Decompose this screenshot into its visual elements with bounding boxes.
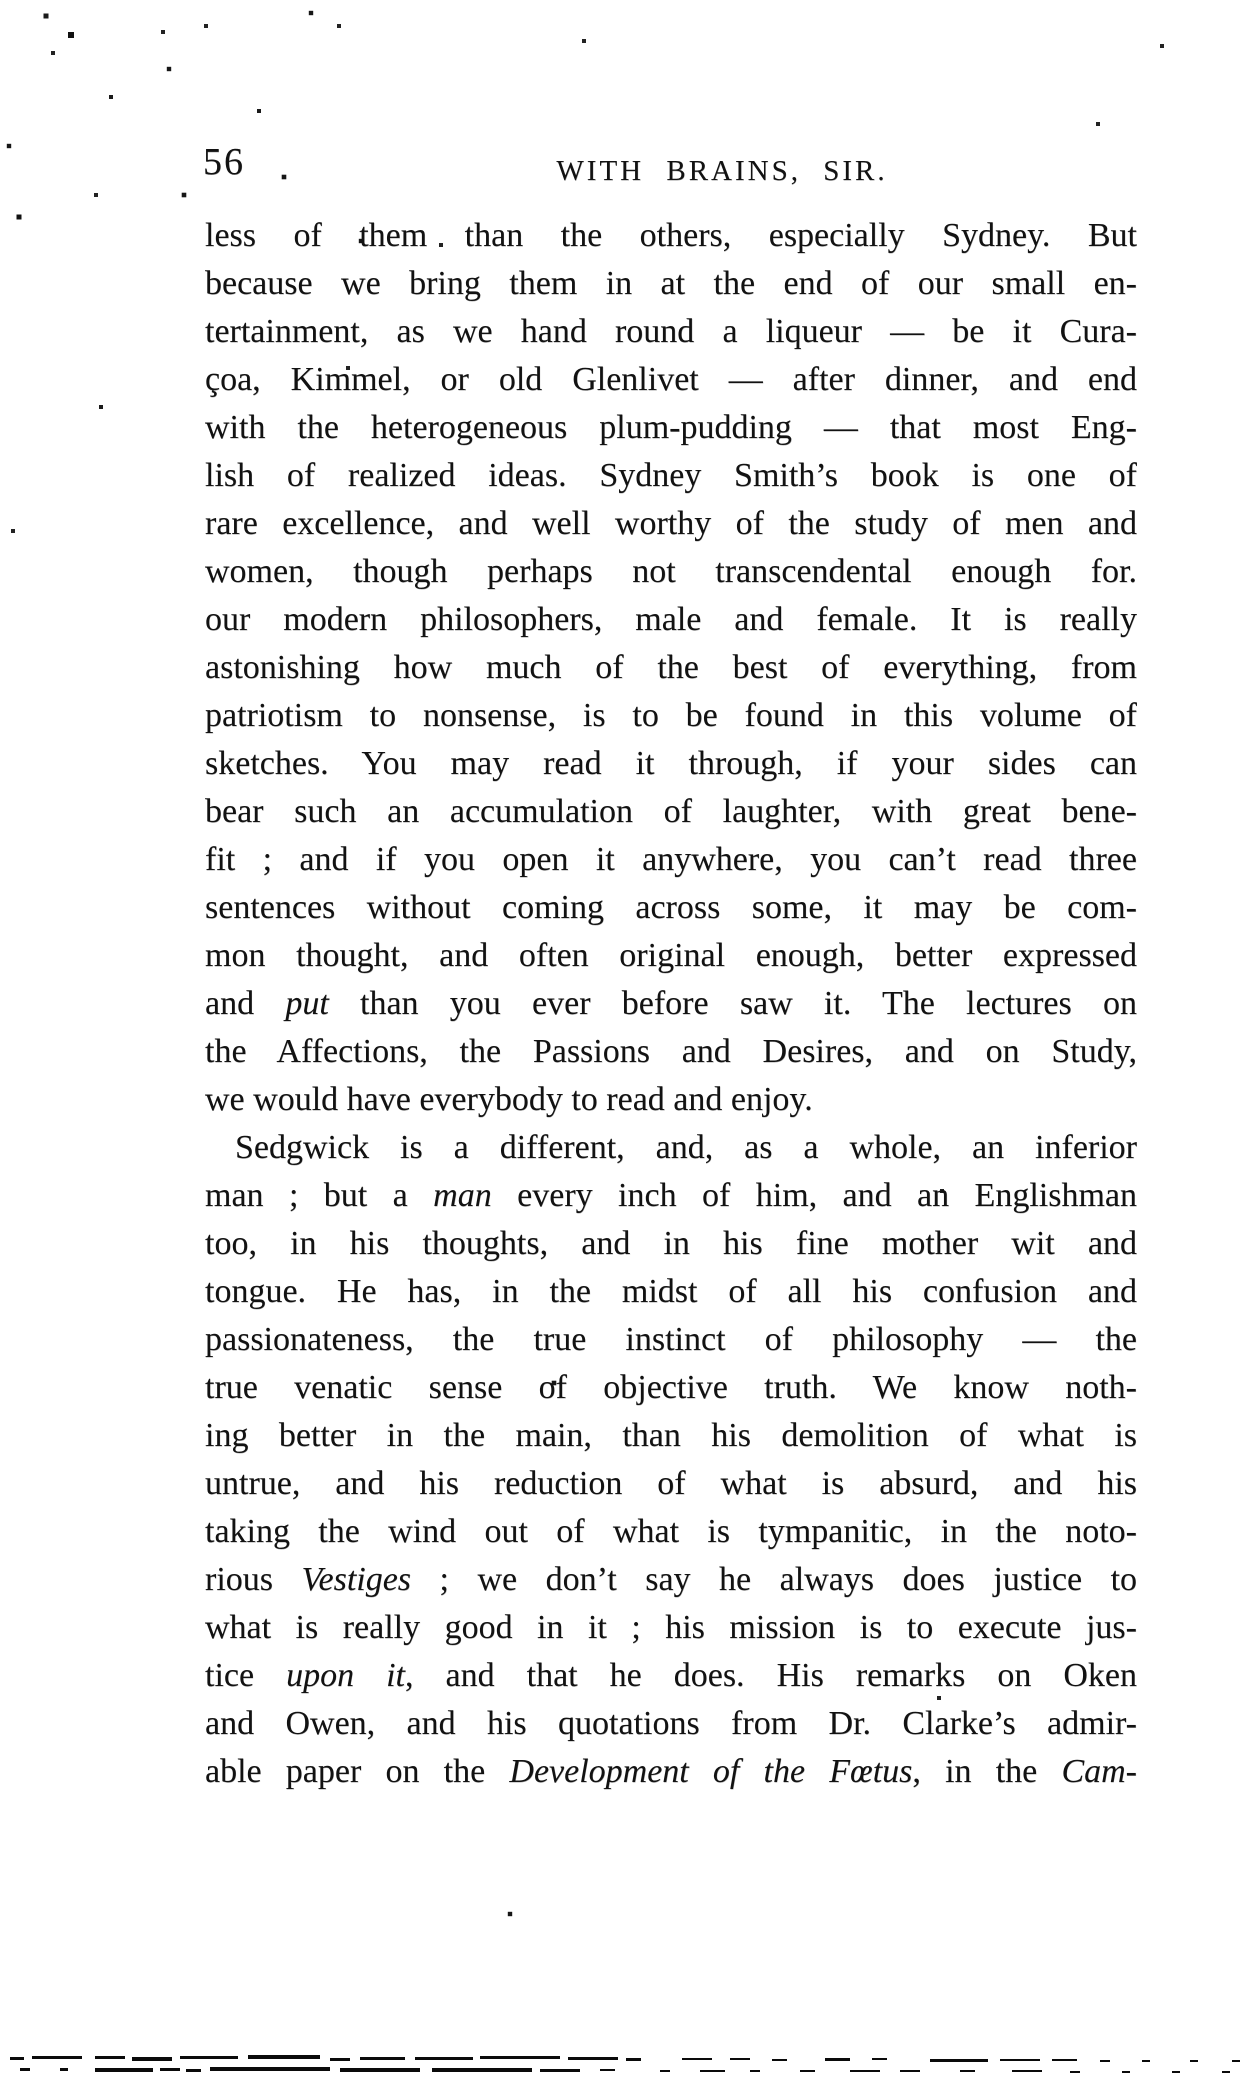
scan-dash	[660, 2070, 670, 2072]
scan-dash	[900, 2070, 920, 2072]
page-body	[205, 212, 1137, 1796]
scan-dash	[960, 2070, 975, 2072]
text-line: passionateness, the true instinct of philosophy — the	[205, 1321, 1137, 1358]
scan-dash	[730, 2058, 750, 2060]
scan-dash	[1222, 2071, 1230, 2073]
text-line: less of them than the others, especially Sydney. But	[205, 217, 1137, 254]
scan-dash	[682, 2058, 712, 2060]
italic-text: put	[285, 985, 329, 1022]
text-line: sentences without coming across some, it may be com-	[205, 889, 1137, 926]
text-line: because we bring them in at the end of our small en-	[205, 265, 1137, 302]
scan-dash	[1122, 2071, 1130, 2073]
text-line: Sedgwick is a different, and, as a whole, an inferior	[235, 1129, 1137, 1166]
scan-dash	[1052, 2059, 1077, 2061]
scan-dash	[60, 2068, 68, 2071]
scan-dash	[930, 2059, 988, 2062]
text-line: too, in his thoughts, and in his fine mother wit and	[205, 1225, 1137, 1262]
text-line: tongue. He has, in the midst of all his confusion and	[205, 1273, 1137, 1310]
scan-dash	[540, 2069, 580, 2072]
scan-dash	[872, 2058, 887, 2060]
scan-dash	[160, 2068, 180, 2071]
text-line: ing better in the main, than his demolition of what is	[205, 1417, 1137, 1454]
scan-dash	[248, 2055, 320, 2059]
scan-dash	[415, 2057, 473, 2060]
text-line: fit ; and if you open it anywhere, you can’t read three	[205, 841, 1137, 878]
scan-dash	[480, 2056, 560, 2059]
scan-dash	[1070, 2071, 1080, 2073]
text-line: and Owen, and his quotations from Dr. Clarke’s admir-	[205, 1705, 1137, 1742]
text-line: with the heterogeneous plum-pudding — that most Eng-	[205, 409, 1137, 446]
text-line: taking the wind out of what is tympanitic, in the noto-	[205, 1513, 1137, 1550]
text-line: able paper on the Development of the Fœtus, in the Cam-	[205, 1753, 1137, 1790]
scan-dash	[772, 2059, 787, 2061]
scan-dash	[568, 2057, 618, 2060]
scan-dash	[825, 2058, 850, 2061]
scan-dash	[750, 2070, 760, 2072]
text-line: astonishing how much of the best of everything, from	[205, 649, 1137, 686]
text-line: sketches. You may read it through, if your sides can	[205, 745, 1137, 782]
text-line: çoa, Kimmel, or old Glenlivet — after dinner, and end	[205, 361, 1137, 398]
text-line: what is really good in it ; his mission is to execute jus-	[205, 1609, 1137, 1646]
scan-noise-speckles	[0, 0, 2, 2]
text-line: patriotism to nonsense, is to be found in this volume of	[205, 697, 1137, 734]
italic-text: Development of the Fœtus	[509, 1753, 913, 1790]
text-line: rare excellence, and well worthy of the study of men and	[205, 505, 1137, 542]
scan-dash	[850, 2070, 880, 2072]
scan-dash	[10, 2057, 24, 2060]
scan-dash	[1012, 2070, 1042, 2072]
italic-text: Vestiges	[301, 1561, 412, 1598]
running-title: WITH BRAINS, SIR.	[556, 155, 888, 187]
scan-dash	[700, 2070, 725, 2072]
scan-dash	[1232, 2060, 1240, 2062]
text-line: women, though perhaps not transcendental enough for.	[205, 553, 1137, 590]
scan-dash	[1190, 2060, 1198, 2062]
italic-text: Cam-	[1061, 1753, 1137, 1790]
text-line: bear such an accumulation of laughter, with great bene-	[205, 793, 1137, 830]
scan-dash	[20, 2068, 30, 2071]
italic-text: upon it	[286, 1657, 406, 1694]
scan-dash	[432, 2068, 532, 2072]
text-line: the Affections, the Passions and Desires, and on Study,	[205, 1033, 1137, 1070]
scan-dash	[95, 2068, 153, 2072]
scan-dash	[600, 2069, 615, 2071]
text-line: man ; but a man every inch of him, and an Englishman	[205, 1177, 1137, 1214]
text-line: true venatic sense of objective truth. We know noth-	[205, 1369, 1137, 1406]
scan-dash	[800, 2070, 815, 2072]
scan-dash	[1172, 2071, 1180, 2073]
scan-dash	[1100, 2060, 1110, 2062]
text-line: tertainment, as we hand round a liqueur — be it Cura-	[205, 313, 1137, 350]
scan-dash	[132, 2057, 172, 2061]
text-line: mon thought, and often original enough, better expressed	[205, 937, 1137, 974]
text-line: untrue, and his reduction of what is absurd, and his	[205, 1465, 1137, 1502]
scan-dash	[32, 2056, 82, 2059]
scan-dash	[180, 2056, 238, 2059]
text-line: our modern philosophers, male and female. It is really	[205, 601, 1137, 638]
italic-text: man	[433, 1177, 492, 1214]
text-line: we would have everybody to read and enjoy.	[205, 1081, 813, 1118]
scan-dash	[360, 2057, 405, 2060]
scan-dash	[330, 2058, 350, 2061]
text-line: and put than you ever before saw it. The lectures on	[205, 985, 1137, 1022]
scan-dash	[626, 2058, 641, 2061]
text-line: rious Vestiges ; we don’t say he always does justice to	[205, 1561, 1137, 1598]
scan-dash	[340, 2068, 420, 2072]
scan-dash	[210, 2067, 330, 2071]
scan-dash	[1142, 2060, 1150, 2062]
scan-dash	[1000, 2059, 1040, 2061]
page-number: 56	[203, 141, 245, 183]
text-line: tice upon it, and that he does. His remarks on Oken	[205, 1657, 1137, 1694]
scan-dash	[186, 2069, 201, 2072]
text-line: lish of realized ideas. Sydney Smith’s book is one of	[205, 457, 1137, 494]
scan-dash	[95, 2056, 125, 2059]
